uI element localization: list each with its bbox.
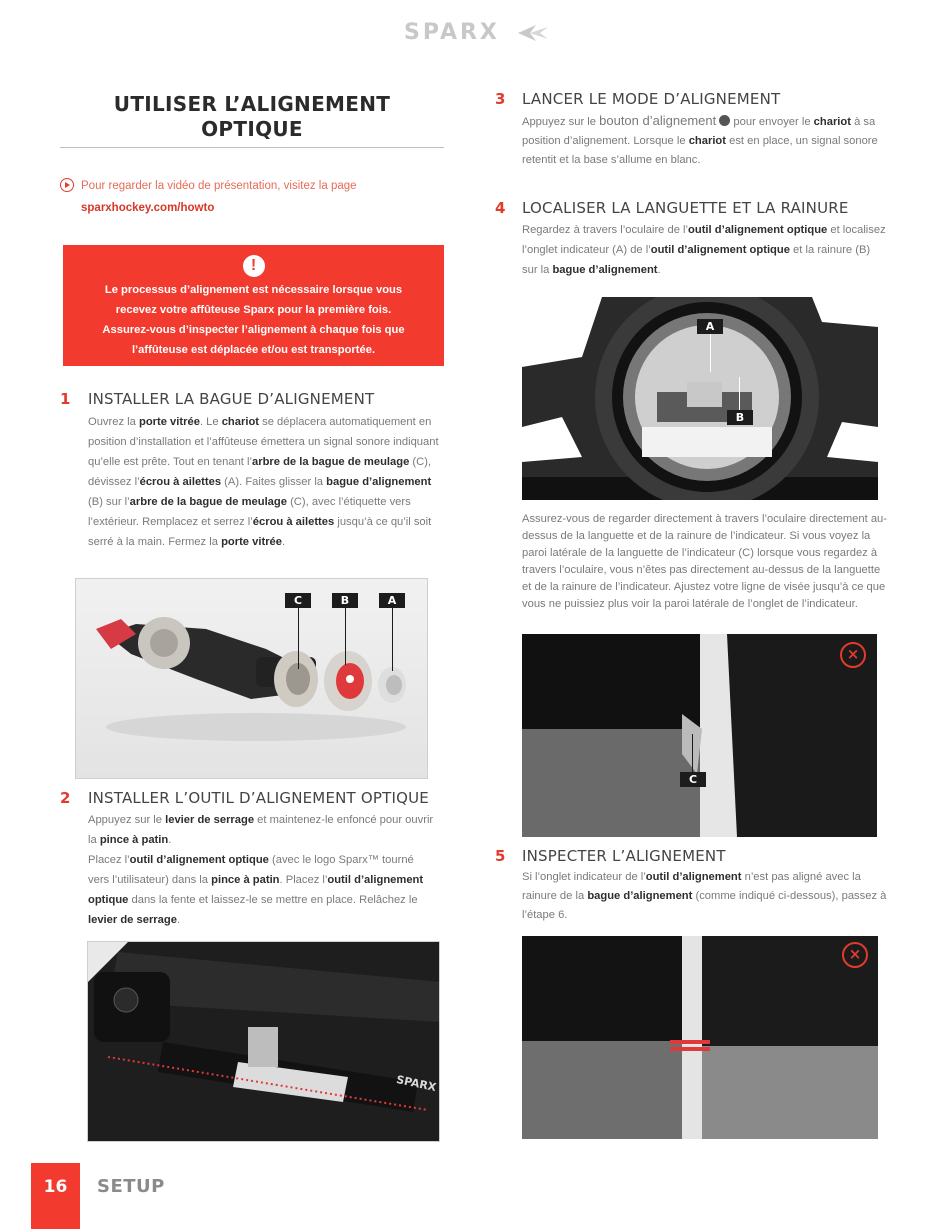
label-c: C	[680, 772, 706, 787]
step-3-number: 3	[495, 90, 506, 108]
step-2-title: INSTALLER L’OUTIL D’ALIGNEMENT OPTIQUE	[88, 789, 429, 807]
leader-line	[710, 332, 711, 372]
step-4-note: Assurez-vous de regarder directement à travers l’oculaire directement au-dessus de la languette et de la rainure de l’indicateur. Si vous voyez la paroi latérale de la languette de l’indicateur (C) lorsque vous regardez à travers l’oculaire, vous n’êtes pas directement au-dessus de la languette et de la rainure de l’indicateur. Ajustez votre ligne de visée jusqu’à ce que vous ne puissiez plus voir la paroi latérale de l’onglet de l’indicateur.	[522, 513, 887, 610]
machine-photo	[87, 941, 440, 1142]
eyepiece-view-photo	[522, 297, 878, 500]
machine-brand-label: SPARX	[395, 1072, 438, 1095]
step-1-number: 1	[60, 390, 71, 408]
step-1-title: INSTALLER LA BAGUE D’ALIGNEMENT	[88, 390, 375, 408]
video-link[interactable]: sparxhockey.com/howto	[81, 202, 215, 214]
section-label: SETUP	[97, 1176, 165, 1197]
page-title: UTILISER L’ALIGNEMENT OPTIQUE	[113, 92, 391, 141]
page-number: 16	[31, 1163, 80, 1229]
sparx-logo	[404, 20, 549, 46]
step-4-number: 4	[495, 199, 506, 217]
step-5-text: Si l’onglet indicateur de l’outil d’alignement n’est pas aligné avec la rainure de la bague d’alignement (comme indiqué ci-dessous), passez à l’étape 6.	[522, 871, 887, 921]
step-1-text: Ouvrez la porte vitrée. Le chariot se déplacera automatiquement en position d’installation et l’affûteuse émettera un signal sonore indiquant qu’elle est prête. Tout en tenant l’arbre de la bague de meulage (C), dévissez l’écrou à ailettes (A). Faites glisser la bague d’alignement (B) sur l’arbre de la bague de meulage (C), avec l’étiquette vers l’extérieur. Remplacez et serrez l’écrou à ailettes jusqu’à ce qu’il soit serré à la main. Fermez la porte vitrée.	[88, 416, 439, 548]
misaligned-view-photo	[522, 936, 878, 1139]
side-wall-illustration	[522, 634, 877, 837]
leader-line	[692, 734, 693, 774]
incorrect-view-photo	[522, 634, 877, 837]
leader-line	[345, 607, 346, 665]
step-4-title: LOCALISER LA LANGUETTE ET LA RAINURE	[522, 199, 849, 217]
video-note	[60, 176, 450, 218]
machine-illustration	[88, 942, 440, 1142]
incorrect-icon: ×	[842, 942, 868, 968]
step-5-number: 5	[495, 847, 506, 865]
label-b: B	[727, 410, 753, 425]
step-4-text: Regardez à travers l’oculaire de l’outil d’alignement optique et localisez l’onglet indicateur (A) de l’outil d’alignement optique et la rainure (B) sur la bague d’alignement.	[522, 224, 886, 276]
warning-box	[63, 245, 444, 366]
leader-line	[392, 607, 393, 671]
warning-text	[63, 280, 444, 360]
leader-line	[298, 607, 299, 669]
misalignment-illustration	[522, 936, 878, 1139]
warning-line: l’affûteuse est déplacée et/ou est transportée.	[131, 344, 376, 356]
warning-line: Le processus d’alignement est nécessaire lorsque vous	[104, 284, 403, 296]
label-a: A	[379, 593, 405, 608]
title-divider	[60, 147, 444, 148]
step-2-text: Appuyez sur le levier de serrage et maintenez-le enfoncé pour ouvrir la pince à patin. Placez l’outil d’alignement optique (avec le logo Sparx™ tourné vers l’utilisateur) dans la pince à patin. Placez l’outil d’alignement optique dans la fente et laissez-le se mettre en place. Relâchez le levier de serrage.	[88, 814, 434, 926]
logo-swoosh-icon	[516, 23, 550, 43]
logo-text: SPARX	[404, 20, 500, 45]
step-5-title: INSPECTER L’ALIGNEMENT	[522, 847, 726, 865]
step-3-text: Appuyez sur le bouton d’alignement pour envoyer le chariot à sa position d’alignement. Lorsque le chariot est en place, un signal sonore retentit et la base s’allume en blanc.	[522, 113, 878, 166]
warning-line: Assurez-vous d’inspecter l’alignement à chaque fois que	[102, 324, 405, 336]
play-icon	[60, 178, 74, 192]
label-c: C	[285, 593, 311, 608]
step-3-title: LANCER LE MODE D’ALIGNEMENT	[522, 90, 781, 108]
alignment-button-icon	[719, 115, 730, 126]
step-2-number: 2	[60, 789, 71, 807]
warning-line: recevez votre affûteuse Sparx pour la première fois.	[115, 304, 392, 316]
leader-line	[739, 377, 740, 412]
exclamation-icon: !	[243, 255, 265, 277]
incorrect-icon: ×	[840, 642, 866, 668]
label-b: B	[332, 593, 358, 608]
alignment-ring-illustration	[76, 579, 428, 779]
alignment-ring-photo	[75, 578, 428, 779]
label-a: A	[697, 319, 723, 334]
video-text: Pour regarder la vidéo de présentation, visitez la page	[81, 180, 357, 192]
